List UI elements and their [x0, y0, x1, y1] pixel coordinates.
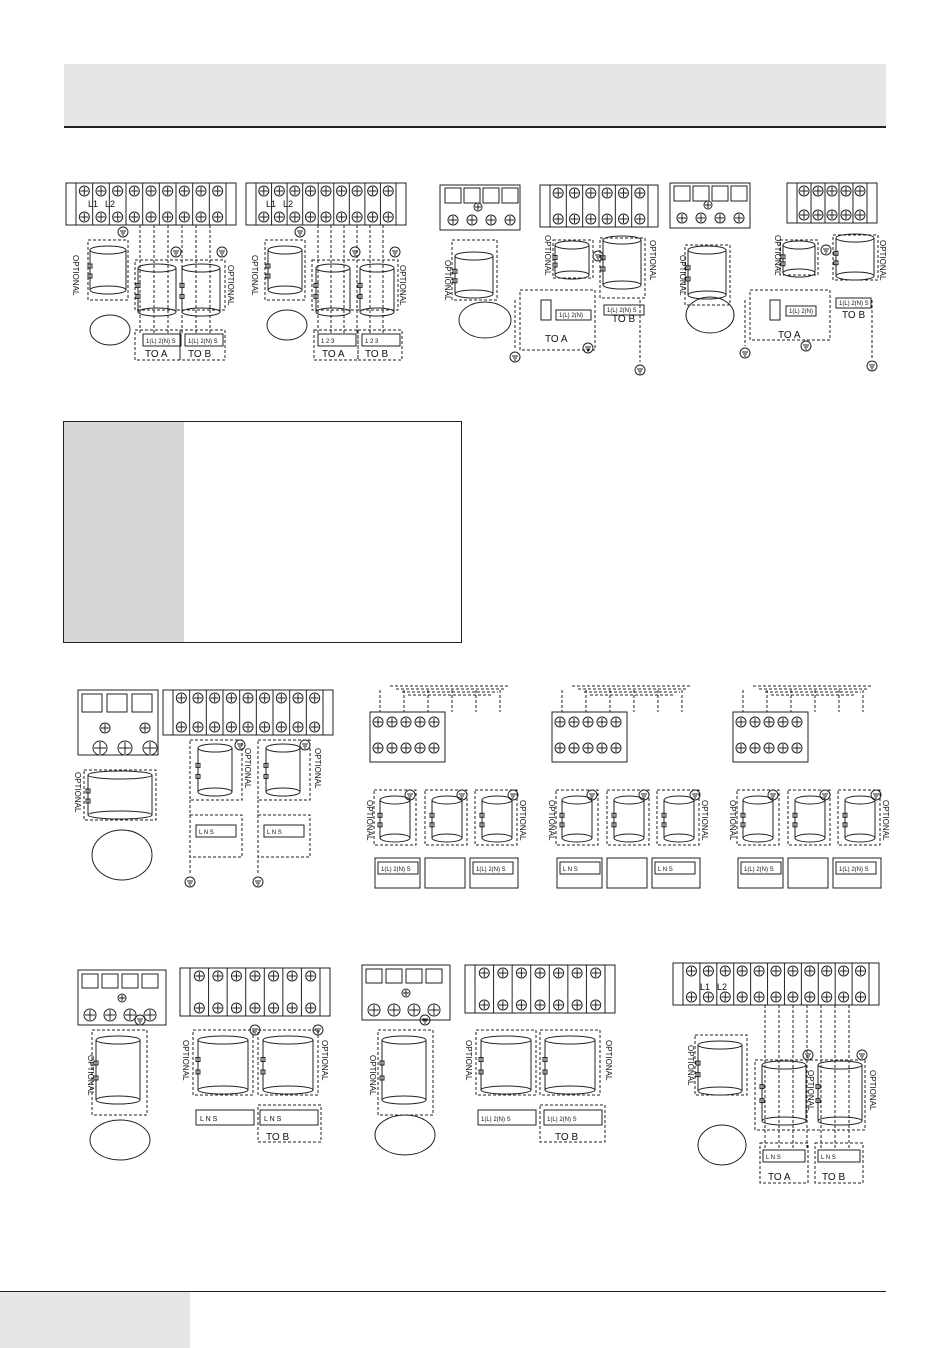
- optional-label: OPTIONAL: [73, 772, 82, 813]
- cable-clamp: [760, 1061, 806, 1125]
- cable-clamp: [781, 241, 815, 277]
- cable-clamp: [741, 796, 773, 842]
- terminal-text: 1(L) 2(N) S: [381, 867, 411, 873]
- ground-icon: [118, 227, 128, 237]
- ground-icon: [510, 352, 520, 362]
- optional-label: OPTIONAL: [181, 1040, 190, 1081]
- terminal-strip: [180, 968, 330, 1016]
- ground-icon: [820, 790, 830, 800]
- cable-clamp: [479, 1036, 531, 1094]
- label-l1: L1: [88, 199, 99, 209]
- optional-label: OPTIONAL: [604, 1040, 613, 1081]
- cable-clamp: [560, 796, 592, 842]
- optional-label: OPTIONAL: [243, 748, 252, 789]
- ground-icon: [253, 877, 263, 887]
- cable-clamp: [94, 1036, 140, 1104]
- optional-label: OPTIONAL: [443, 260, 452, 301]
- terminal-text: 1(L) 2(N): [789, 309, 814, 315]
- svg-text:L1: L1: [266, 199, 277, 209]
- optional-label: OPTIONAL: [250, 255, 259, 296]
- cable-clamp: [86, 771, 152, 819]
- cable-entry-oval: [267, 310, 307, 340]
- optional-label: OPTIONAL: [518, 800, 527, 841]
- ground-icon: [583, 343, 593, 353]
- destination-label: TO A: [778, 330, 801, 341]
- diagram-4: [670, 183, 887, 371]
- cable-clamp: [314, 264, 350, 316]
- optional-label: OPTIONAL: [728, 800, 737, 841]
- optional-label: OPTIONAL: [543, 235, 552, 276]
- cable-clamp: [266, 246, 302, 294]
- optional-label: OPTIONAL: [881, 800, 890, 841]
- destination-label: TO B: [365, 349, 389, 360]
- cable-clamp: [88, 246, 126, 294]
- terminal-text: L N S: [563, 867, 578, 873]
- cable-entry-oval: [90, 315, 130, 345]
- ground-icon: [587, 790, 597, 800]
- svg-text:L2: L2: [717, 982, 728, 992]
- ground-icon: [405, 790, 415, 800]
- cable-entry-oval: [92, 830, 152, 880]
- terminal-text: 1(L) 2(N) S: [744, 867, 774, 873]
- ground-icon: [185, 877, 195, 887]
- terminal-text: L N S: [264, 1116, 282, 1123]
- optional-label: OPTIONAL: [547, 800, 556, 841]
- optional-label: OPTIONAL: [368, 1055, 377, 1096]
- terminal-text: L N S: [821, 1155, 836, 1161]
- destination-label: TO B: [822, 1172, 846, 1183]
- destination-label: TO A: [545, 334, 568, 345]
- optional-label: OPTIONAL: [700, 800, 709, 841]
- terminal-text: 1 2 3: [321, 339, 335, 345]
- terminal-text: L N S: [200, 1116, 218, 1123]
- cable-clamp: [834, 234, 874, 280]
- cable-clamp: [793, 796, 825, 842]
- ground-icon: [350, 247, 360, 257]
- cable-clamp: [136, 264, 176, 316]
- ground-icon: [295, 227, 305, 237]
- diagram-10: [362, 965, 615, 1155]
- destination-label: TO A: [322, 349, 345, 360]
- optional-label: OPTIONAL: [365, 800, 374, 841]
- optional-label: OPTIONAL: [686, 1045, 695, 1086]
- cable-clamp: [430, 796, 462, 842]
- cable-clamp: [196, 1036, 248, 1094]
- terminal-text: L N S: [658, 867, 673, 873]
- terminal-block: [370, 712, 445, 762]
- ground-icon: [801, 341, 811, 351]
- ground-icon: [803, 1050, 813, 1060]
- ground-icon: [821, 245, 831, 255]
- ground-icon: [217, 247, 227, 257]
- cable-clamp: [816, 1061, 862, 1125]
- diagram-2: [246, 183, 407, 360]
- destination-label: TO B: [612, 314, 636, 325]
- ground-icon: [235, 740, 245, 750]
- ground-icon: [300, 740, 310, 750]
- cable-clamp: [843, 796, 875, 842]
- cable-clamp: [553, 241, 589, 279]
- cable-entry-oval: [459, 302, 511, 338]
- cable-clamp: [480, 796, 512, 842]
- terminal-text: 1(L) 2(N) S: [839, 301, 869, 307]
- terminal-text: 1(L) 2(N) S: [476, 867, 506, 873]
- ground-icon: [135, 1015, 145, 1025]
- cable-clamp: [612, 796, 644, 842]
- diagram-9: [78, 968, 330, 1160]
- optional-label: OPTIONAL: [773, 235, 782, 276]
- optional-label: OPTIONAL: [878, 240, 887, 281]
- terminal-text: 1(L) 2(N) S: [146, 339, 176, 345]
- optional-label: OPTIONAL: [678, 255, 687, 296]
- cable-clamp: [686, 246, 726, 299]
- terminal-strip: [540, 185, 658, 227]
- terminal-text: 1(L) 2(N) S: [188, 339, 218, 345]
- terminal-text: 1(L) 2(N): [559, 313, 584, 319]
- cable-clamp: [380, 1036, 426, 1104]
- optional-label: OPTIONAL: [86, 1055, 95, 1096]
- optional-label: OPTIONAL: [226, 265, 235, 306]
- cable-clamp: [696, 1041, 742, 1095]
- destination-label: TO B: [188, 349, 212, 360]
- diagram-7: [547, 686, 709, 888]
- optional-label: OPTIONAL: [648, 240, 657, 281]
- cable-clamp: [264, 744, 300, 796]
- ground-icon: [390, 247, 400, 257]
- terminal-strip: [787, 183, 877, 223]
- diagram-6: [365, 686, 527, 888]
- terminal-text: L N S: [199, 830, 214, 836]
- terminal-text: L N S: [267, 830, 282, 836]
- cable-clamp: [378, 796, 410, 842]
- optional-label: OPTIONAL: [868, 1070, 877, 1111]
- terminal-strip: [465, 965, 615, 1013]
- cable-clamp: [601, 236, 641, 289]
- ground-icon: [740, 348, 750, 358]
- terminal-block: [733, 712, 808, 762]
- cable-clamp: [662, 796, 694, 842]
- terminal-text: 1 2 3: [365, 339, 379, 345]
- diagram-3: [440, 185, 658, 375]
- ground-icon: [635, 365, 645, 375]
- diagram-5: [73, 690, 333, 887]
- cable-entry-oval: [375, 1115, 435, 1155]
- ground-icon: [768, 790, 778, 800]
- destination-label: TO B: [842, 310, 866, 321]
- ground-icon: [457, 790, 467, 800]
- svg-text:L2: L2: [283, 199, 294, 209]
- cable-clamp: [453, 252, 493, 298]
- terminal-text: 1(L) 2(N) S: [839, 867, 869, 873]
- cable-clamp: [358, 264, 394, 316]
- terminal-text: L N S: [766, 1155, 781, 1161]
- destination-label: TO B: [266, 1132, 290, 1143]
- destination-label: TO B: [555, 1132, 579, 1143]
- diagram-11: [673, 963, 879, 1183]
- cable-clamp: [180, 264, 220, 316]
- optional-label: OPTIONAL: [320, 1040, 329, 1081]
- optional-label: OPTIONAL: [464, 1040, 473, 1081]
- ground-icon: [857, 1050, 867, 1060]
- optional-label: OPTIONAL: [398, 265, 407, 306]
- cable-clamp: [543, 1036, 595, 1094]
- cable-clamp: [196, 744, 232, 796]
- destination-label: TO A: [145, 349, 168, 360]
- cable-clamp: [261, 1036, 313, 1094]
- terminal-block: [552, 712, 627, 762]
- cable-entry-oval: [698, 1125, 746, 1165]
- terminal-strip: [163, 690, 333, 735]
- optional-label: OPTIONAL: [313, 748, 322, 789]
- optional-label: OPTIONAL: [806, 1070, 815, 1111]
- destination-label: TO A: [768, 1172, 791, 1183]
- ground-icon: [639, 790, 649, 800]
- terminal-text: 1(L) 2(N) S: [481, 1117, 511, 1123]
- terminal-text: 1(L) 2(N) S: [547, 1117, 577, 1123]
- optional-label: OPTIONAL: [71, 255, 80, 296]
- svg-text:L1: L1: [700, 982, 711, 992]
- label-l2: L2: [105, 199, 116, 209]
- cable-entry-oval: [90, 1120, 150, 1160]
- diagram-8: [728, 686, 890, 888]
- terminal-text: 1(L) 2(N) S: [607, 308, 637, 314]
- cable-entry-oval: [686, 297, 734, 333]
- ground-icon: [867, 361, 877, 371]
- diagram-1: [66, 183, 236, 360]
- ground-icon: [171, 247, 181, 257]
